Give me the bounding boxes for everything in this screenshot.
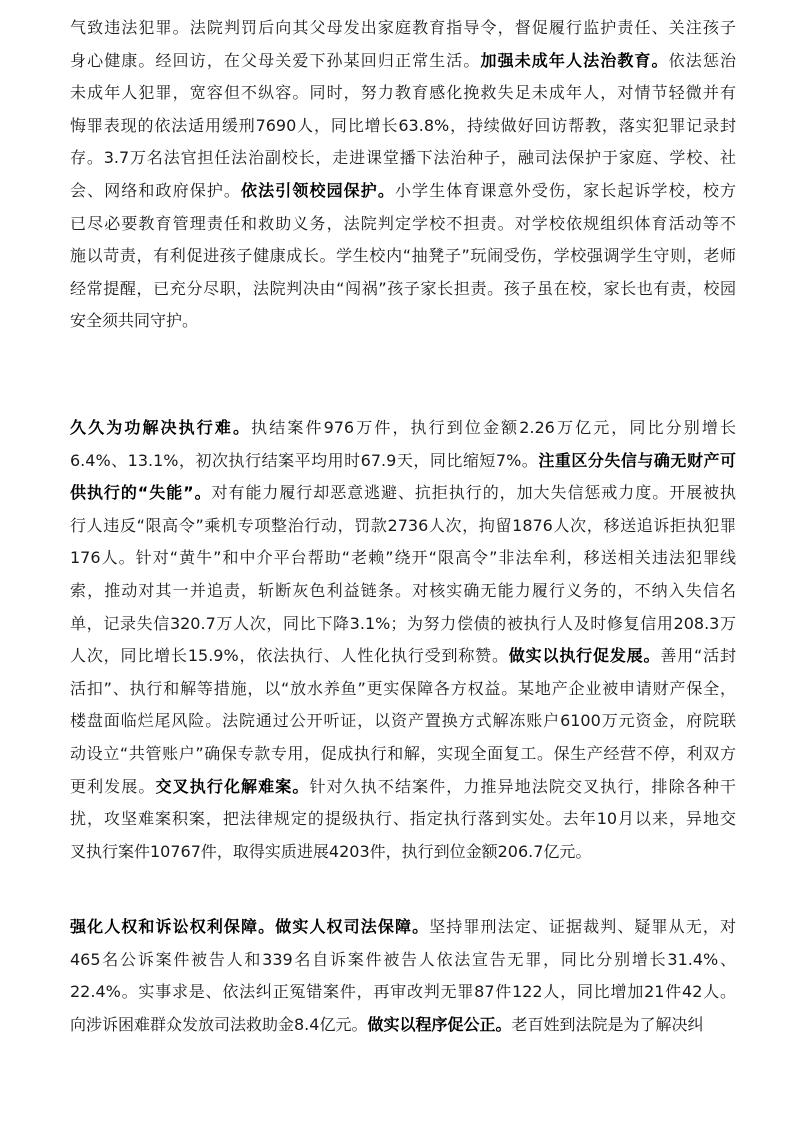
text-run: 22.4%。实事求是、依法纠正冤错案件，再审改判无罪87件122人，同比增加21件42人。 bbox=[70, 982, 736, 1002]
text-run: 执结案件976万件，执行到位金额2.26万亿元，同比分别增长 bbox=[251, 418, 736, 437]
bold-heading: 久久为功解决执行难。 bbox=[70, 418, 252, 437]
text-run: 安全须共同守护。 bbox=[70, 311, 199, 331]
text-run: 悔罪表现的依法适用缓刑7690人，同比增长63.8%，持续做好回访帮教，落实犯罪记录封 bbox=[70, 115, 736, 135]
text-run: 会、网络和政府保护。 bbox=[70, 180, 242, 200]
text-run: 人次，同比增长15.9%，依法执行、人性化执行受到称赞。 bbox=[70, 646, 509, 666]
text-run: 经常提醒，已充分尽职，法院判决由“闯祸”孩子家长担责。孩子虽在校，家长也有责，校园 bbox=[70, 278, 736, 298]
bold-heading: 交叉执行化解难案。 bbox=[155, 776, 310, 796]
bold-heading: 注重区分失信与确无财产可 bbox=[538, 450, 736, 470]
text-run: 小学生体育课意外受伤，家长起诉学校，校方 bbox=[394, 180, 736, 200]
text-line bbox=[70, 305, 736, 338]
text-run: 楼盘面临烂尾风险。法院通过公开听证，以资产置换方式解冻账户6100万元资金，府院联 bbox=[70, 711, 736, 731]
text-line bbox=[70, 944, 736, 977]
text-line bbox=[70, 803, 736, 836]
text-run: 单，记录失信320.7万人次，同比下降3.1%；为努力偿债的被执行人及时修复信用208.3万 bbox=[70, 613, 736, 633]
text-line bbox=[70, 12, 736, 45]
text-line bbox=[70, 608, 736, 641]
text-line bbox=[70, 911, 736, 944]
text-line bbox=[70, 673, 736, 706]
bold-heading: 做实以执行促发展。 bbox=[508, 646, 661, 666]
text-line bbox=[70, 976, 736, 1009]
text-run: 叉执行案件10767件，取得实质进展4203件，执行到位金额206.7亿元。 bbox=[70, 841, 592, 861]
text-line bbox=[70, 510, 736, 543]
paragraph-human-rights bbox=[70, 911, 736, 1041]
text-run: 176人。针对“黄牛”和中介平台帮助“老赖”绕开“限高令”非法牟利，移送相关违法犯罪线 bbox=[70, 548, 736, 568]
text-run: 未成年人犯罪，宽容但不纵容。同时，努力教育感化挽救失足未成年人，对情节轻微并有 bbox=[70, 83, 736, 103]
bold-heading: 依法引领校园保护。 bbox=[241, 180, 395, 200]
text-line bbox=[70, 445, 736, 478]
text-run: 动设立“共管账户”确保专款专用，促成执行和解，实现全面复工。保生产经营不停，利双方 bbox=[70, 743, 736, 763]
text-run: 气致违法犯罪。法院判罚后向其父母发出家庭教育指导令，督促履行监护责任、关注孩子 bbox=[70, 18, 736, 37]
text-line bbox=[70, 273, 736, 306]
text-line bbox=[70, 110, 736, 143]
text-line bbox=[70, 836, 736, 869]
text-line bbox=[70, 477, 736, 510]
text-run: 依法惩治 bbox=[668, 50, 736, 70]
text-run: 坚持罪刑法定、证据裁判、疑罪从无，对 bbox=[429, 917, 736, 936]
text-line bbox=[70, 705, 736, 738]
text-line bbox=[70, 175, 736, 208]
text-run: 善用“活封 bbox=[660, 646, 736, 666]
bold-heading: 供执行的“失能”。 bbox=[70, 483, 212, 503]
text-run: 身心健康。经回访，在父母关爱下孙某回归正常生活。 bbox=[70, 50, 481, 70]
text-line bbox=[70, 738, 736, 771]
text-line bbox=[70, 1009, 736, 1042]
text-run: 对有能力履行却恶意逃避、抗拒执行的，加大失信惩戒力度。开展被执 bbox=[211, 483, 736, 503]
bold-heading: 做实以程序促公正。 bbox=[367, 1014, 512, 1034]
text-run: 老百姓到法院是为了解决纠 bbox=[511, 1014, 704, 1034]
text-run: 更利发展。 bbox=[70, 776, 156, 796]
paragraph-juvenile-protection bbox=[70, 12, 736, 338]
text-run: 465名公诉案件被告人和339名自诉案件被告人依法宣告无罪，同比分别增长31.4%、 bbox=[70, 949, 736, 969]
bold-heading: 加强未成年人法治教育。 bbox=[480, 50, 669, 70]
bold-heading: 做实人权司法保障。 bbox=[275, 917, 430, 936]
text-line bbox=[70, 771, 736, 804]
text-run: 向涉诉困难群众发放司法救助金8.4亿元。 bbox=[70, 1014, 368, 1034]
text-run: 活扣”、执行和解等措施，以“放水养鱼”更实保障各方权益。某地产企业被申请财产保全， bbox=[70, 678, 736, 698]
text-line bbox=[70, 575, 736, 608]
text-line bbox=[70, 208, 736, 241]
text-line bbox=[70, 142, 736, 175]
text-run: 行人违反“限高令”乘机专项整治行动，罚款2736人次，拘留1876人次，移送追诉拒执犯罪 bbox=[70, 515, 736, 535]
text-line bbox=[70, 45, 736, 78]
text-run: 施以苛责，有利促进孩子健康成长。学生校内“抽凳子”玩闹受伤，学校强调学生守则，老师 bbox=[70, 246, 736, 266]
text-run: 6.4%、13.1%，初次执行结案平均用时67.9天，同比缩短7%。 bbox=[70, 450, 539, 470]
text-line bbox=[70, 542, 736, 575]
text-line bbox=[70, 412, 736, 445]
text-line bbox=[70, 640, 736, 673]
bold-heading: 强化人权和诉讼权利保障。 bbox=[70, 917, 276, 936]
text-run: 扰，攻坚难案积案，把法律规定的提级执行、指定执行落到实处。去年10月以来，异地交 bbox=[70, 809, 736, 829]
text-run: 索，推动对其一并追责，斩断灰色利益链条。对核实确无能力履行义务的，不纳入失信名 bbox=[70, 580, 736, 600]
text-run: 存。3.7万名法官担任法治副校长，走进课堂播下法治种子，融司法保护于家庭、学校、社 bbox=[70, 148, 736, 168]
text-run: 针对久执不结案件，力推异地法院交叉执行，排除各种干 bbox=[309, 776, 736, 796]
text-line bbox=[70, 77, 736, 110]
paragraph-enforcement bbox=[70, 412, 736, 868]
text-line bbox=[70, 240, 736, 273]
text-run: 已尽必要教育管理责任和救助义务，法院判定学校不担责。对学校依规组织体育活动等不 bbox=[70, 213, 736, 233]
